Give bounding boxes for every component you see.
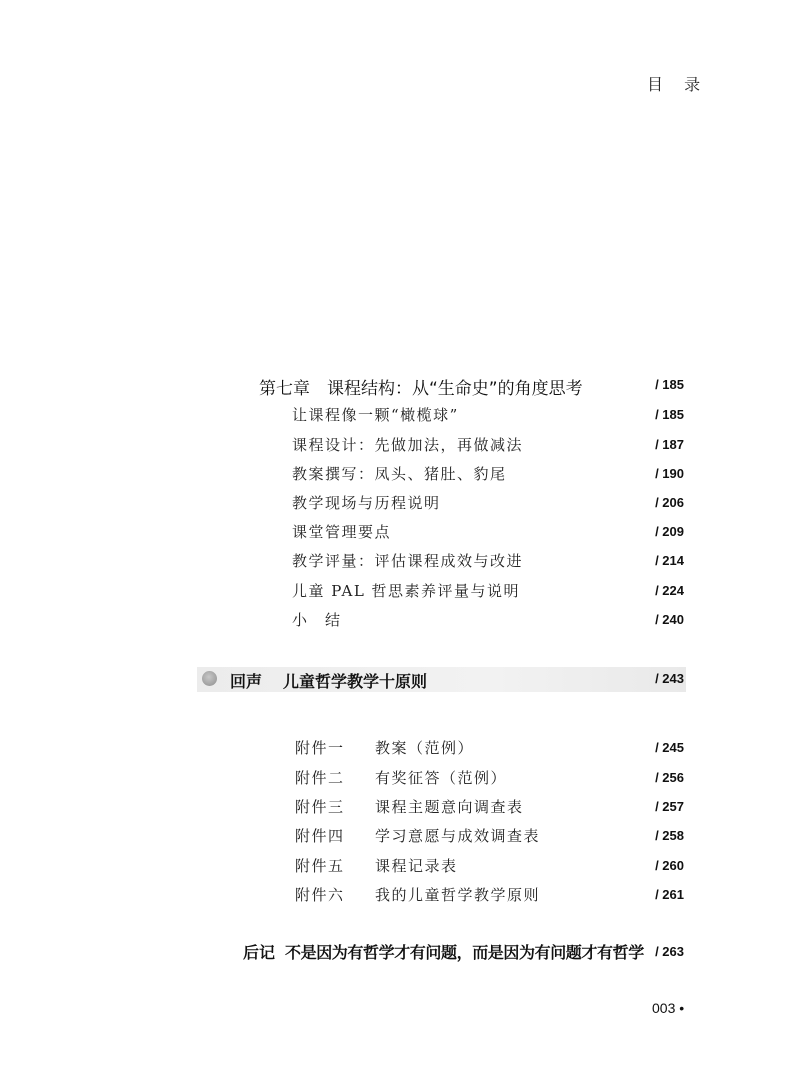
appendix-page: / 257 [655, 799, 684, 814]
toc-section-page: / 209 [655, 524, 684, 539]
toc-section-title[interactable]: 让课程像一颗“橄榄球” [292, 406, 459, 424]
toc-section-title[interactable]: 课程设计：先做加法，再做减法 [292, 436, 524, 454]
appendix-title[interactable]: 有奖征答（范例） [375, 769, 508, 787]
toc-section-title[interactable]: 儿童 PAL 哲思素养评量与说明 [292, 582, 521, 600]
appendix-title[interactable]: 课程记录表 [375, 857, 458, 875]
appendix-label: 附件五 [295, 857, 345, 875]
running-header: 目 录 [647, 75, 709, 94]
chapter-title[interactable]: 第七章 课程结构：从“生命史”的角度思考 [259, 379, 583, 399]
appendix-title[interactable]: 我的儿童哲学教学原则 [375, 886, 541, 904]
appendix-page: / 256 [655, 770, 684, 785]
bullet-circle-icon [202, 671, 217, 686]
appendix-title[interactable]: 学习意愿与成效调查表 [375, 827, 541, 845]
echo-page-number: / 243 [655, 671, 684, 686]
appendix-label: 附件四 [295, 827, 345, 845]
appendix-label: 附件六 [295, 886, 345, 904]
afterword-page: / 263 [655, 944, 684, 959]
appendix-label: 附件二 [295, 769, 345, 787]
toc-section-title[interactable]: 教学现场与历程说明 [292, 494, 441, 512]
toc-section-page: / 240 [655, 612, 684, 627]
chapter-page-number: / 185 [655, 377, 684, 392]
toc-section-title[interactable]: 教学评量：评估课程成效与改进 [292, 552, 524, 570]
afterword-title[interactable]: 不是因为有哲学才有问题，而是因为有问题才有哲学 [285, 943, 644, 962]
toc-section-page: / 224 [655, 583, 684, 598]
echo-title: 儿童哲学教学十原则 [283, 672, 428, 691]
appendix-page: / 245 [655, 740, 684, 755]
appendix-label: 附件三 [295, 798, 345, 816]
appendix-title[interactable]: 教案（范例） [375, 739, 475, 757]
toc-section-page: / 214 [655, 553, 684, 568]
toc-section-page: / 185 [655, 407, 684, 422]
appendix-page: / 261 [655, 887, 684, 902]
appendix-label: 附件一 [295, 739, 345, 757]
appendix-title[interactable]: 课程主题意向调查表 [375, 798, 524, 816]
folio-page-number: 003 • [652, 1000, 685, 1016]
toc-section-title[interactable]: 教案撰写：凤头、猪肚、豹尾 [292, 465, 507, 483]
toc-section-page: / 187 [655, 437, 684, 452]
toc-section-page: / 190 [655, 466, 684, 481]
echo-label: 回声 [230, 672, 263, 691]
toc-section-page: / 206 [655, 495, 684, 510]
echo-section-bar[interactable] [197, 667, 686, 692]
toc-section-title[interactable]: 小 结 [292, 611, 342, 629]
afterword-label: 后记 [243, 943, 276, 962]
appendix-page: / 260 [655, 858, 684, 873]
appendix-page: / 258 [655, 828, 684, 843]
toc-section-title[interactable]: 课堂管理要点 [292, 523, 392, 541]
